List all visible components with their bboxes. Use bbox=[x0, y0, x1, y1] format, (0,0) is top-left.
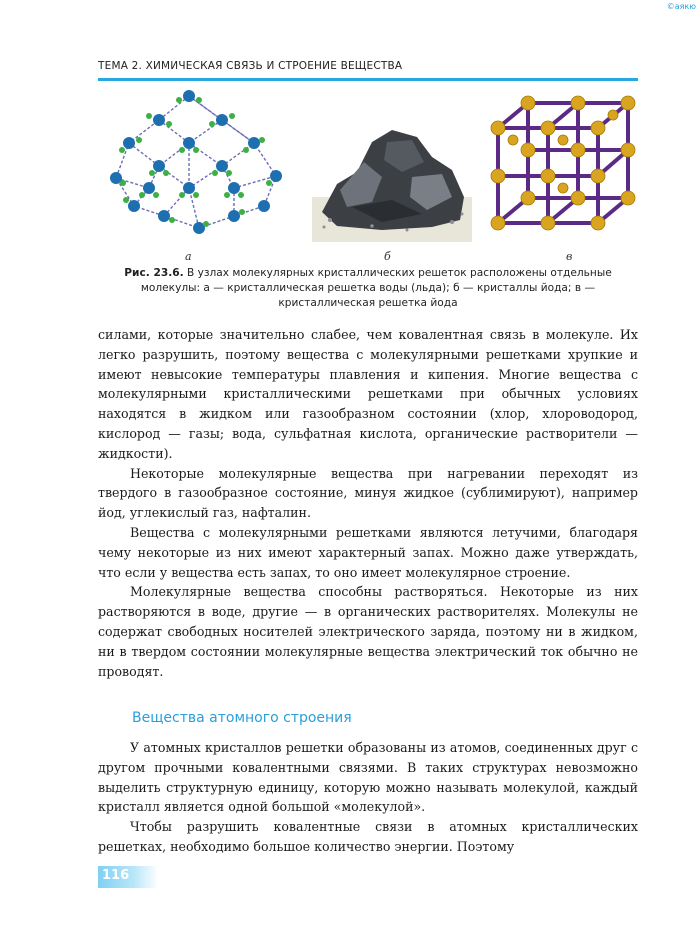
body-text bbox=[98, 325, 638, 681]
figure-23-6 bbox=[98, 88, 638, 248]
section-body-text bbox=[98, 738, 638, 857]
paragraph: Вещества с молекулярными решетками являются летучими, благодаря чему некоторые из них имеют характерный запах. Можно даже утверждать, что если у вещества есть запах, то оно имеет молекулярное строение. bbox=[98, 524, 638, 580]
paragraph: силами, которые значительно слабее, чем ковалентная связь в молекуле. Их легко разрушить, поэтому вещества с молекулярными решетками хрупкие и имеют невысокие температуры плавления и кипения. Многие вещества с молекулярными кристаллическими решетками при обычных условиях находятся в жидком или газообразном состоянии (хлор, хлороводород, кислород — газы; вода, сульфатная кислота, органические растворители — жидкости). bbox=[98, 327, 638, 461]
figure-label-b: б bbox=[384, 250, 391, 263]
iodine-lattice-illustration bbox=[488, 88, 638, 238]
iodine-crystals-photo bbox=[312, 102, 472, 242]
paragraph: Некоторые молекулярные вещества при нагревании переходят из твердого в газообразное состояние, минуя жидкое (сублимируют), например йод, углекислый газ, нафталин. bbox=[98, 465, 638, 521]
caption-prefix: Рис. 23.6. bbox=[124, 267, 184, 279]
ice-lattice-illustration bbox=[104, 88, 284, 238]
header-rule bbox=[98, 78, 638, 81]
figure-label-a: а bbox=[185, 250, 192, 263]
running-header: ТЕМА 2. ХИМИЧЕСКАЯ СВЯЗЬ И СТРОЕНИЕ ВЕЩЕСТВА bbox=[98, 60, 403, 72]
publisher-mark: ©аякю bbox=[666, 2, 696, 11]
caption-text: В узлах молекулярных кристаллических решеток расположены отдельные молекулы: а — кристаллическая решетка воды (льда); б — кристаллы йода; в — кристаллическая решетка йода bbox=[140, 267, 612, 309]
figure-label-c: в bbox=[566, 250, 573, 263]
figure-caption bbox=[98, 266, 638, 311]
paragraph: Молекулярные вещества способны растворяться. Некоторые из них растворяются в воде, другие — в органических растворителях. Молекулы не содержат свободных носителей электрического заряда, поэтому ни в жидком, ни в твердом состоянии молекулярные вещества электрический ток обычно не проводят. bbox=[98, 584, 638, 679]
section-heading: Вещества атомного строения bbox=[132, 710, 352, 726]
paragraph: Чтобы разрушить ковалентные связи в атомных кристаллических решетках, необходимо большое количество энергии. Поэтому bbox=[98, 819, 638, 854]
paragraph: У атомных кристаллов решетки образованы из атомов, соединенных друг с другом прочными ковалентными связями. В таких структурах невозможно выделить структурную единицу, которую можно называть молекулой, каждый кристалл является одной большой «молекулой». bbox=[98, 740, 638, 815]
page-number: 116 bbox=[102, 868, 130, 883]
